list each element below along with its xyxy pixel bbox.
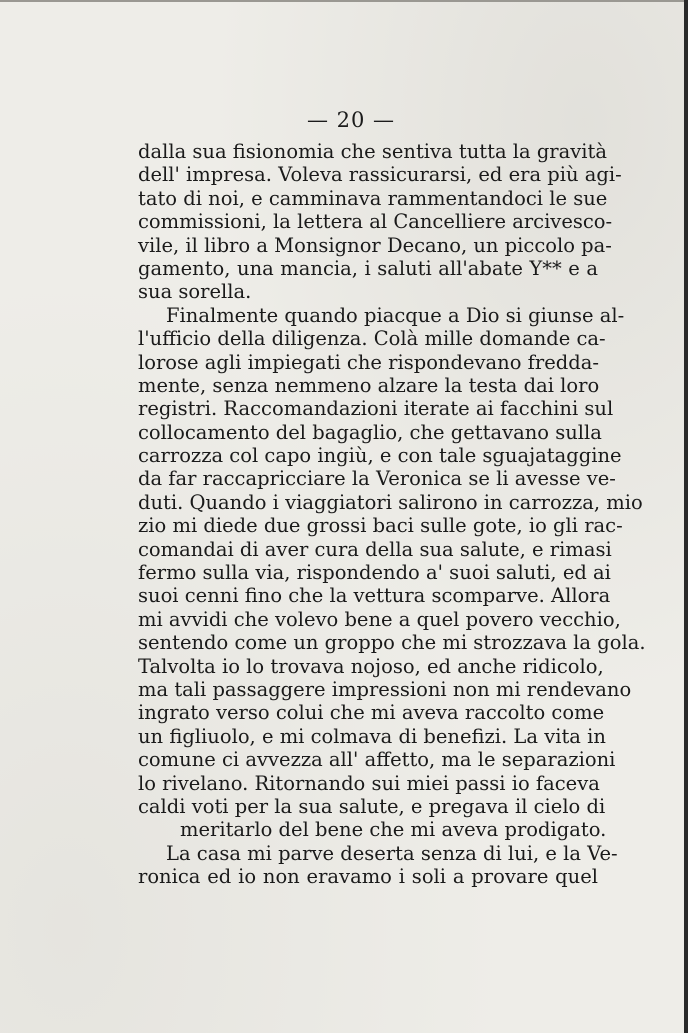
text-line: da far raccapricciare la Veronica se li avesse ve- <box>138 467 616 491</box>
text-line: meritarlo del bene che mi aveva prodigato. <box>180 818 607 842</box>
text-line: suoi cenni fino che la vettura scomparve. Allora <box>138 584 611 608</box>
text-line: sentendo come un groppo che mi strozzava la gola. <box>138 631 646 655</box>
page-top-edge <box>0 0 688 2</box>
text-line: La casa mi parve deserta senza di lui, e la Ve- <box>166 841 618 865</box>
text-line: ingrato verso colui che mi aveva raccolto come <box>138 701 605 725</box>
text-line: tato di noi, e camminava rammentandoci le sue <box>138 186 608 210</box>
text-line: Talvolta io lo trovava nojoso, ed anche ridicolo, <box>138 654 604 678</box>
page-binding-edge <box>684 0 688 1033</box>
text-line: collocamento del bagaglio, che gettavano sulla <box>138 420 602 444</box>
body-text <box>138 140 646 889</box>
text-line: zio mi diede due grossi baci sulle gote, io gli rac- <box>138 514 623 538</box>
page-number: — 20 — <box>306 108 396 132</box>
text-line: l'ufficio della diligenza. Colà mille domande ca- <box>138 327 606 351</box>
text-line: mente, senza nemmeno alzare la testa dai loro <box>138 373 600 397</box>
text-line: vile, il libro a Monsignor Decano, un piccolo pa- <box>138 233 612 257</box>
text-line: duti. Quando i viaggiatori salirono in carrozza, mio <box>138 490 643 514</box>
text-line: comandai di aver cura della sua salute, e rimasi <box>138 537 612 561</box>
text-line: comune ci avvezza all' affetto, ma le separazioni <box>138 748 616 772</box>
text-line: carrozza col capo ingiù, e con tale sguajataggine <box>138 444 622 468</box>
text-line: ronica ed io non eravamo i soli a provare quel <box>138 865 598 889</box>
text-line: sua sorella. <box>138 280 252 304</box>
text-line: commissioni, la lettera al Cancelliere arcivesco- <box>138 210 613 234</box>
text-line: gamento, una mancia, i saluti all'abate Y** e a <box>138 256 598 280</box>
text-line: dell' impresa. Voleva rassicurarsi, ed era più agi- <box>138 163 622 187</box>
text-line: fermo sulla via, rispondendo a' suoi saluti, ed ai <box>138 561 611 585</box>
text-line: caldi voti per la sua salute, e pregava il cielo di <box>138 794 606 818</box>
text-line: ma tali passaggere impressioni non mi rendevano <box>138 677 632 701</box>
text-line: lo rivelano. Ritornando sui miei passi io faceva <box>138 771 600 795</box>
text-line: un figliuolo, e mi colmava di benefizi. La vita in <box>138 724 606 748</box>
text-line: dalla sua fisionomia che sentiva tutta la gravità <box>138 140 607 163</box>
text-line: lorose agli impiegati che rispondevano fredda- <box>138 350 599 374</box>
text-line: mi avvidi che volevo bene a quel povero vecchio, <box>138 607 621 631</box>
text-line: Finalmente quando piacque a Dio si giunse al- <box>166 303 625 327</box>
text-line: registri. Raccomandazioni iterate ai facchini sul <box>138 397 614 421</box>
